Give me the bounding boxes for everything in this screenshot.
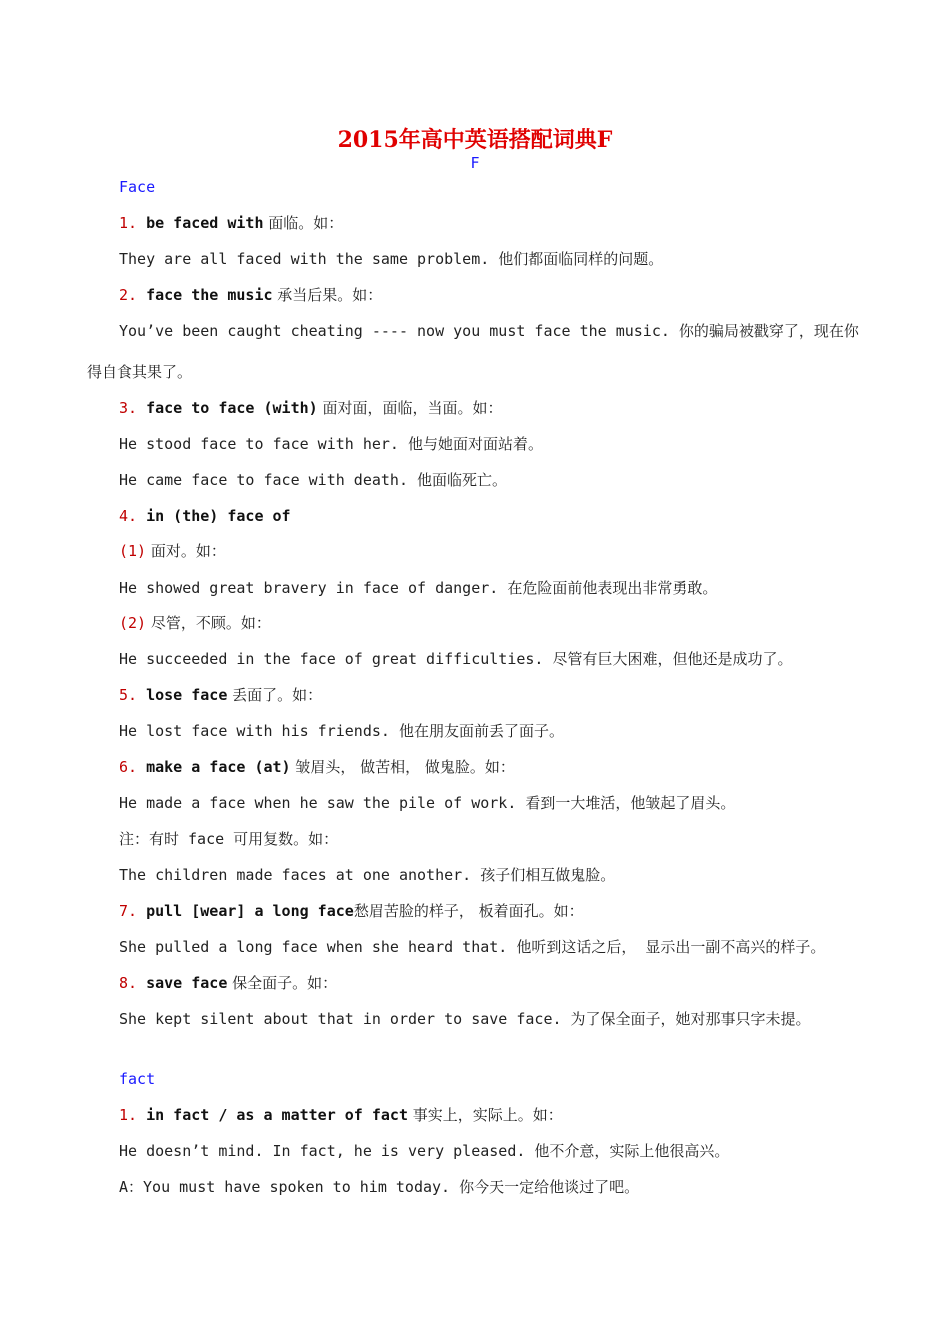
entry-line — [119, 757, 515, 777]
entry-gloss: 尽管，不顾。如： — [146, 614, 271, 632]
entry-line — [119, 973, 337, 993]
entry-phrase: in (the) face of — [146, 507, 291, 525]
entry-gloss: 面对面，面临，当面。如： — [317, 399, 503, 417]
entry-line — [119, 685, 322, 705]
entry-number: 1. — [119, 214, 138, 232]
example-sentence: He showed great bravery in face of danger. 在危险面前他表现出非常勇敢。 — [119, 579, 718, 597]
example-sentence-continued: 得自食其果了。 — [87, 363, 193, 381]
example-sentence: He stood face to face with her. 他与她面对面站着。 — [119, 435, 543, 453]
example-sentence: She kept silent about that in order to save face. 为了保全面子，她对那事只字未提。 — [119, 1010, 811, 1028]
section-letter: F — [470, 154, 480, 172]
entry-gloss: 面对。如： — [146, 542, 226, 560]
example-sentence: She pulled a long face when she heard that. 他听到这话之后， 显示出一副不高兴的样子。 — [119, 938, 826, 956]
entry-line — [119, 1105, 563, 1125]
example-sentence: A：You must have spoken to him today. 你今天一定给他谈过了吧。 — [119, 1178, 640, 1196]
entry-phrase: save face — [146, 974, 228, 992]
entry-phrase: lose face — [146, 686, 228, 704]
entry-line — [119, 901, 584, 921]
entry-number: 8. — [119, 974, 138, 992]
page-title: 2015年高中英语搭配词典F — [337, 127, 613, 153]
example-sentence: He came face to face with death. 他面临死亡。 — [119, 471, 508, 489]
entry-number: 1. — [119, 1106, 138, 1124]
headword-face: Face — [119, 178, 156, 196]
entry-gloss: 保全面子。如： — [227, 974, 338, 992]
sub-entry-line — [119, 613, 271, 633]
entry-number: 2. — [119, 286, 138, 304]
entry-phrase: make a face (at) — [146, 758, 291, 776]
example-sentence: The children made faces at one another. 孩子们相互做鬼脸。 — [119, 866, 616, 884]
entry-line — [119, 398, 502, 418]
entry-number: 4. — [119, 507, 138, 525]
sub-entry-number: (2) — [119, 614, 147, 632]
entry-line — [119, 213, 343, 233]
example-sentence: He made a face when he saw the pile of work. 看到一大堆活，他皱起了眉头。 — [119, 794, 736, 812]
entry-gloss: 皱眉头， 做苦相， 做鬼脸。如： — [290, 758, 515, 776]
entry-number: 3. — [119, 399, 138, 417]
entry-phrase: pull [wear] a long face — [146, 902, 354, 920]
entry-gloss: 丢面了。如： — [227, 686, 323, 704]
entry-line — [119, 506, 291, 526]
headword-fact: fact — [119, 1070, 156, 1088]
sub-entry-line — [119, 541, 226, 561]
entry-gloss: 面临。如： — [263, 214, 344, 232]
example-sentence: He succeeded in the face of great difficulties. 尽管有巨大困难，但他还是成功了。 — [119, 650, 793, 668]
entry-phrase: be faced with — [146, 214, 264, 232]
entry-phrase: in fact / as a matter of fact — [146, 1106, 408, 1124]
entry-phrase: face the music — [146, 286, 273, 304]
note-line: 注：有时 face 可用复数。如： — [119, 830, 339, 848]
entry-gloss: 事实上，实际上。如： — [408, 1106, 563, 1124]
entry-number: 7. — [119, 902, 138, 920]
entry-number: 6. — [119, 758, 138, 776]
entry-gloss: 承当后果。如： — [272, 286, 383, 304]
example-sentence: They are all faced with the same problem. 他们都面临同样的问题。 — [119, 250, 664, 268]
entry-phrase: face to face (with) — [146, 399, 318, 417]
entry-number: 5. — [119, 686, 138, 704]
entry-line — [119, 285, 382, 305]
example-sentence: He doesn’t mind. In fact, he is very pleased. 他不介意，实际上他很高兴。 — [119, 1142, 730, 1160]
sub-entry-number: (1) — [119, 542, 147, 560]
example-sentence: He lost face with his friends. 他在朋友面前丢了面子。 — [119, 722, 564, 740]
entry-gloss: 愁眉苦脸的样子， 板着面孔。如： — [353, 902, 584, 920]
example-sentence: You’ve been caught cheating ---- now you must face the music. 你的骗局被戳穿了，现在你 — [119, 322, 859, 340]
